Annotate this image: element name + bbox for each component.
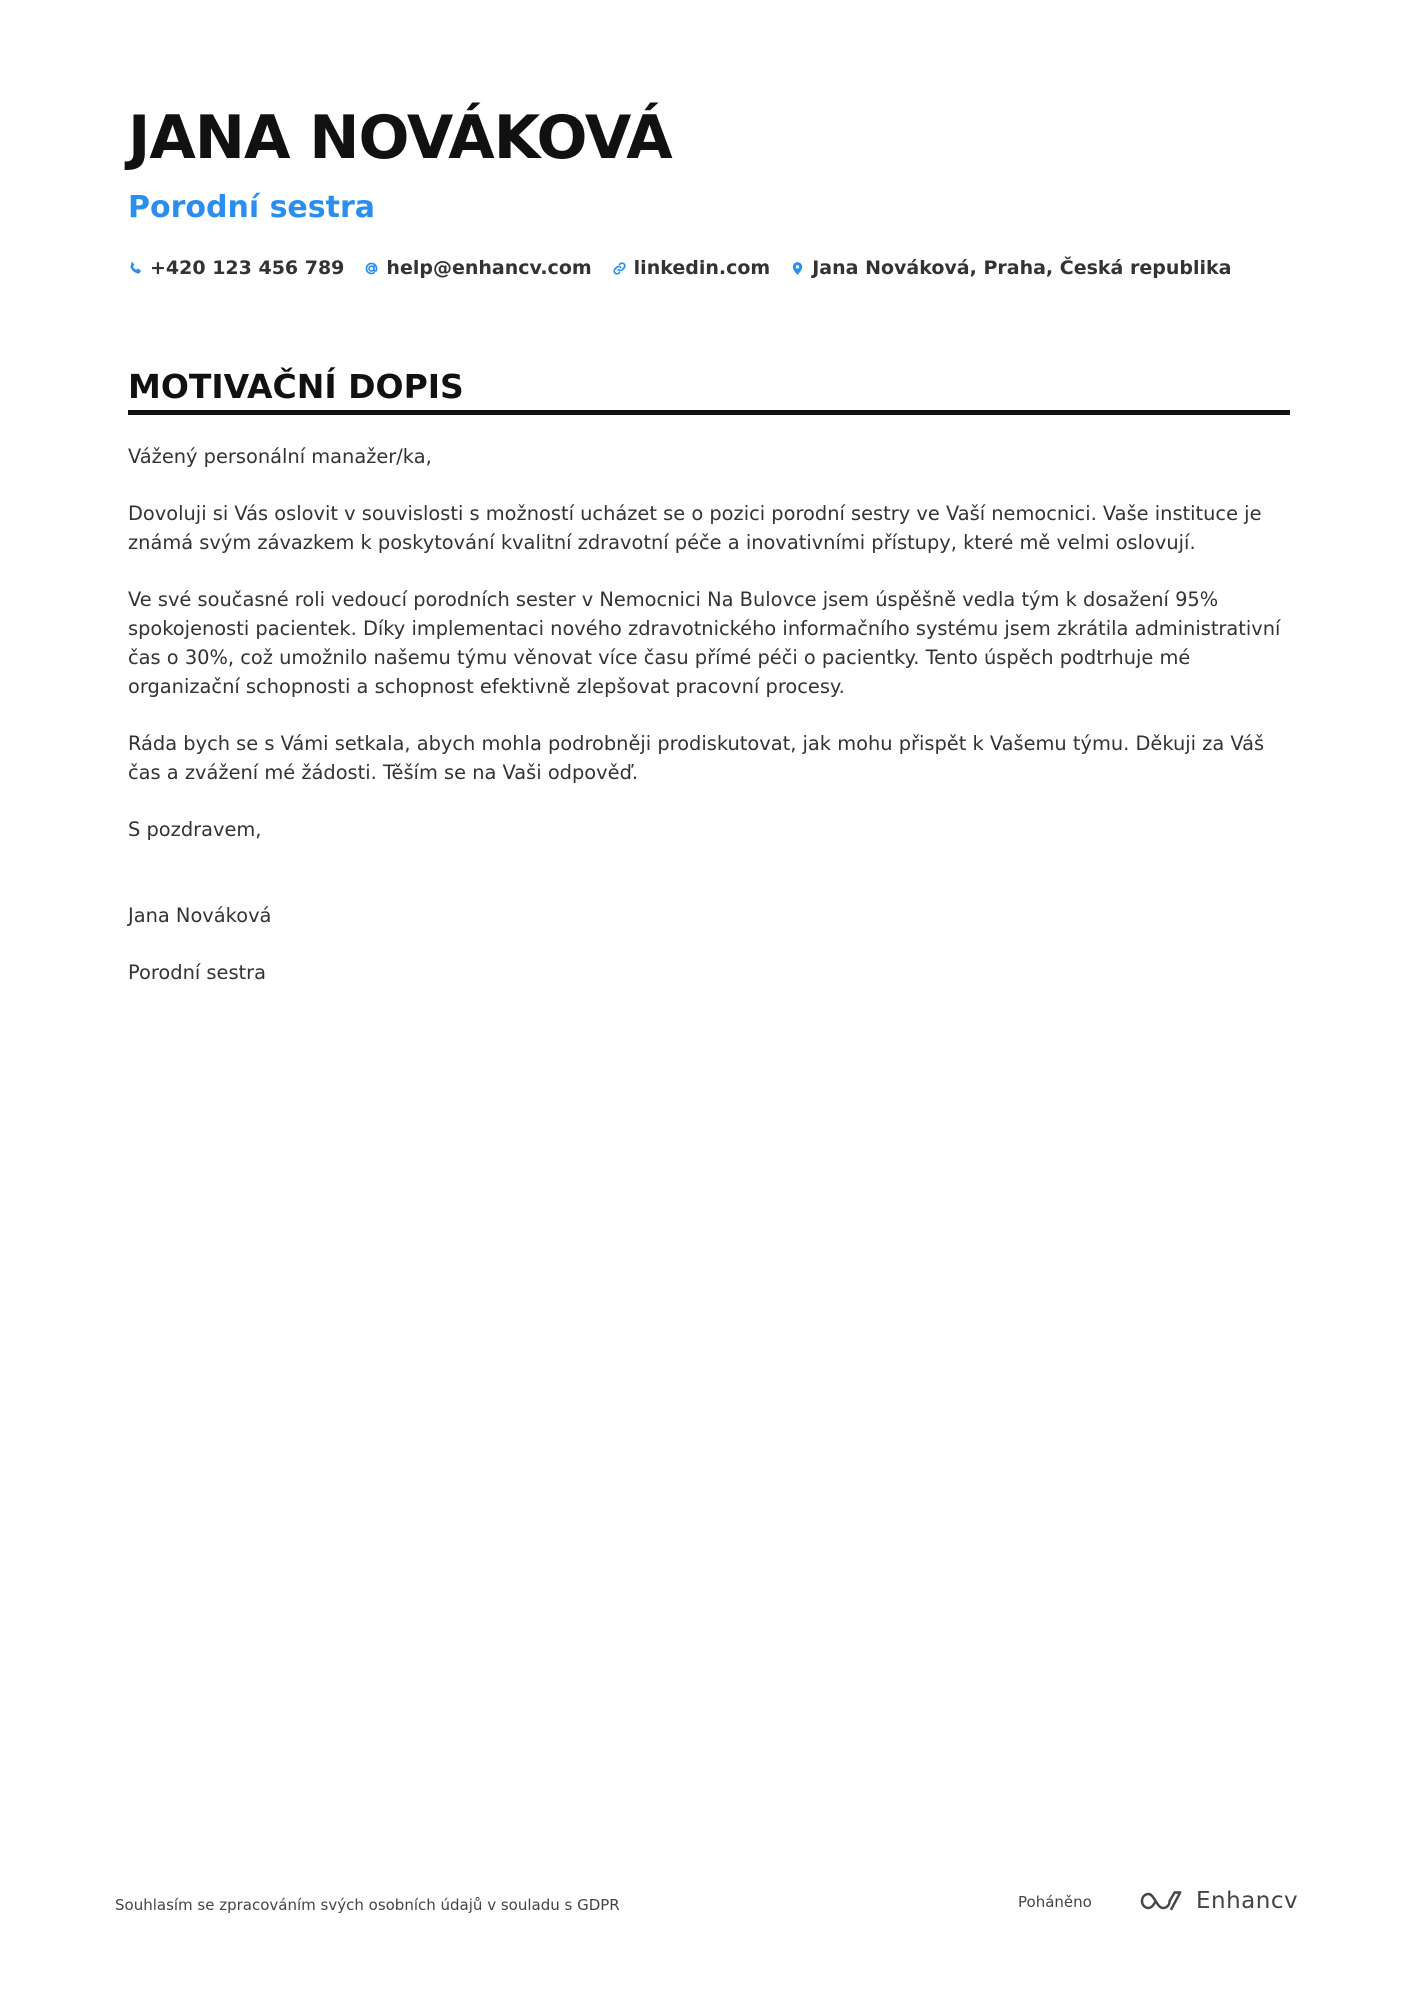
enhancv-logo-icon — [1138, 1888, 1186, 1914]
contact-linkedin-text: linkedin.com — [633, 257, 771, 279]
contact-bar — [128, 255, 1231, 281]
signature-role: Porodní sestra — [128, 961, 267, 984]
letter-body — [128, 442, 1293, 1015]
powered-by-label: Poháněno — [1018, 1893, 1092, 1911]
letter-paragraph: Dovoluji si Vás oslovit v souvislosti s možností ucházet se o pozici porodní sestry ve Vaší nemocnici. Vaše instituce je známá svým závazkem k poskytování kvalitní zdravotní péče a inovativními přístupy, které mě velmi oslovují. — [128, 502, 1262, 554]
signature-name: Jana Nováková — [128, 904, 272, 927]
section-title: MOTIVAČNÍ DOPIS — [128, 367, 464, 406]
letter-paragraph: Ve své současné roli vedoucí porodních sester v Nemocnici Na Bulovce jsem úspěšně vedla tým k dosažení 95% spokojenosti pacientek. Díky implementaci nového zdravotnického informačního systému jsem zkrátila administrativní čas o 30%, což umožnilo našemu týmu věnovat více času přímé péči o pacientky. Tento úspěch podtrhuje mé organizační schopnosti a schopnost efektivně zlepšovat pracovní procesy. — [128, 588, 1281, 698]
contact-email-text: help@enhancv.com — [386, 257, 592, 279]
candidate-name: JANA NOVÁKOVÁ — [128, 103, 672, 173]
location-pin-icon — [790, 261, 805, 276]
contact-location-text: Jana Nováková, Praha, Česká republika — [812, 257, 1232, 279]
section-divider — [128, 410, 1290, 415]
candidate-role: Porodní sestra — [128, 190, 376, 225]
enhancv-logo[interactable] — [1138, 1888, 1298, 1914]
contact-phone-text: +420 123 456 789 — [150, 257, 345, 279]
contact-phone — [128, 257, 344, 279]
letter-salutation: Vážený personální manažer/ka, — [128, 445, 432, 468]
letter-paragraph: Ráda bych se s Vámi setkala, abych mohla podrobněji prodiskutovat, jak mohu přispět k Vašemu týmu. Děkuji za Váš čas a zvážení mé žádosti. Těším se na Vaši odpověď. — [128, 732, 1265, 784]
contact-location — [790, 257, 1231, 279]
enhancv-brand-text: Enhancv — [1196, 1888, 1299, 1914]
phone-icon — [128, 261, 143, 276]
letter-closing: S pozdravem, — [128, 818, 262, 841]
contact-email[interactable] — [364, 257, 591, 279]
contact-linkedin[interactable] — [612, 257, 771, 279]
gdpr-consent-text: Souhlasím se zpracováním svých osobních údajů v souladu s GDPR — [115, 1896, 620, 1914]
at-icon — [364, 261, 379, 276]
link-icon — [612, 261, 627, 276]
